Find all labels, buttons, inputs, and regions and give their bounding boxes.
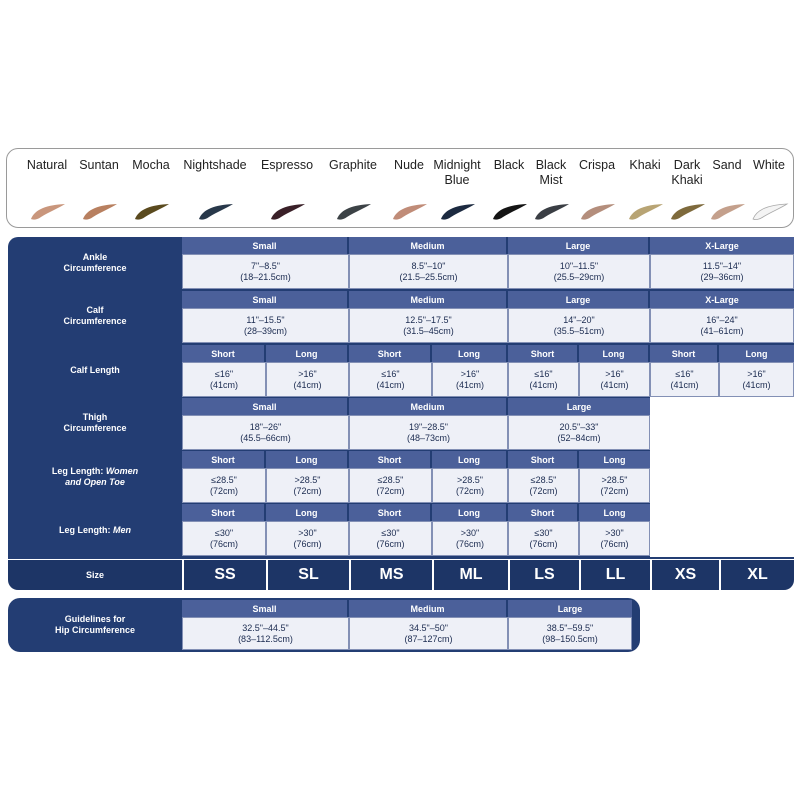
calf-length-header: Long [719, 345, 794, 362]
leg-length-women-label: Leg Length: Women and Open Toe [51, 466, 139, 487]
leg-women-value: ≤28.5" (72cm) [182, 468, 266, 503]
hip-header-large: Large [508, 600, 632, 617]
calf-length-value: >16" (41cm) [579, 362, 650, 397]
calf-length-value: ≤16" (41cm) [650, 362, 719, 397]
calf-length-value: >16" (41cm) [719, 362, 794, 397]
ankle-header-small: Small [182, 237, 349, 254]
color-name: Black [493, 158, 525, 172]
calf-length-header: Long [432, 345, 508, 362]
color-option-mocha[interactable] [123, 149, 179, 227]
calf-length-header: Long [266, 345, 349, 362]
calf-value-medium: 12.5"–17.5" (31.5–45cm) [349, 308, 508, 343]
leg-women-value: >28.5" (72cm) [579, 468, 650, 503]
calf-length-value: >16" (41cm) [432, 362, 508, 397]
chart-empty-area [650, 397, 794, 557]
leg-women-value: >28.5" (72cm) [432, 468, 508, 503]
color-name: Midnight Blue [433, 158, 481, 187]
leg-men-header: Short [182, 504, 266, 521]
leg-men-header: Long [579, 504, 650, 521]
color-name: Graphite [329, 158, 377, 172]
calf-length-label: Calf Length [70, 364, 120, 375]
calf-header-medium: Medium [349, 291, 508, 308]
ankle-header-medium: Medium [349, 237, 508, 254]
ankle-value-xlarge: 11.5"–14" (29–36cm) [650, 254, 794, 289]
leg-women-header: Long [579, 451, 650, 468]
calf-header-small: Small [182, 291, 349, 308]
color-name: Natural [26, 158, 68, 172]
color-name: Espresso [260, 158, 314, 172]
size-code-ls: LS [508, 560, 579, 590]
hip-value-large: 38.5"–59.5" (98–150.5cm) [508, 617, 632, 650]
stocking-swatch-nude-icon [391, 201, 429, 221]
stocking-swatch-white-icon [751, 201, 789, 221]
leg-length-men-label: Leg Length: Men [59, 524, 131, 535]
color-name: Nude [394, 158, 424, 172]
calf-circumference-label: Calf Circumference [63, 305, 127, 326]
calf-length-value: ≤16" (41cm) [508, 362, 579, 397]
hip-header-medium: Medium [349, 600, 508, 617]
hip-header-small: Small [182, 600, 349, 617]
stocking-swatch-espresso-icon [269, 201, 307, 221]
size-code-xl: XL [719, 560, 794, 590]
hip-value-medium: 34.5"–50" (87–127cm) [349, 617, 508, 650]
calf-header-xlarge: X-Large [650, 291, 794, 308]
calf-length-value: ≤16" (41cm) [349, 362, 432, 397]
color-name: Sand [712, 158, 742, 172]
stocking-swatch-graphite-icon [335, 201, 373, 221]
thigh-value-large: 20.5"–33" (52–84cm) [508, 415, 650, 450]
leg-women-value: ≤28.5" (72cm) [349, 468, 432, 503]
thigh-value-medium: 19"–28.5" (48–73cm) [349, 415, 508, 450]
size-code-ll: LL [579, 560, 650, 590]
color-name: Suntan [79, 158, 119, 172]
calf-length-header: Short [349, 345, 432, 362]
color-option-white[interactable] [741, 149, 797, 227]
leg-women-header: Short [508, 451, 579, 468]
leg-men-value: ≤30" (76cm) [349, 521, 432, 556]
thigh-header-medium: Medium [349, 398, 508, 415]
ankle-value-small: 7"–8.5" (18–21.5cm) [182, 254, 349, 289]
leg-men-header: Short [508, 504, 579, 521]
calf-value-large: 14"–20" (35.5–51cm) [508, 308, 650, 343]
calf-length-header: Long [579, 345, 650, 362]
color-name: Khaki [629, 158, 661, 172]
size-label: Size [85, 570, 104, 580]
ankle-circumference-label: Ankle Circumference [63, 252, 127, 273]
color-options-panel [6, 148, 794, 228]
stocking-swatch-mocha-icon [133, 201, 171, 221]
size-code-ms: MS [349, 560, 432, 590]
color-name: White [753, 158, 785, 172]
stocking-swatch-natural-icon [29, 201, 67, 221]
color-option-nightshade[interactable] [183, 149, 247, 227]
stocking-swatch-midnight-blue-icon [439, 201, 477, 221]
leg-women-header: Long [266, 451, 349, 468]
leg-men-value: ≤30" (76cm) [182, 521, 266, 556]
thigh-header-large: Large [508, 398, 650, 415]
color-option-espresso[interactable] [259, 149, 315, 227]
hip-circumference-label: Guidelines for Hip Circumference [54, 614, 136, 635]
ankle-header-large: Large [508, 237, 650, 254]
leg-men-header: Long [266, 504, 349, 521]
calf-length-value: >16" (41cm) [266, 362, 349, 397]
thigh-circumference-label: Thigh Circumference [63, 412, 127, 433]
color-name: Mocha [132, 158, 170, 172]
calf-value-small: 11"–15.5" (28–39cm) [182, 308, 349, 343]
size-code-sl: SL [266, 560, 349, 590]
leg-men-value: >30" (76cm) [266, 521, 349, 556]
thigh-header-small: Small [182, 398, 349, 415]
size-code-ss: SS [182, 560, 266, 590]
color-name: Black Mist [535, 158, 567, 187]
ankle-value-large: 10"–11.5" (25.5–29cm) [508, 254, 650, 289]
calf-length-header: Short [508, 345, 579, 362]
stocking-swatch-suntan-icon [81, 201, 119, 221]
leg-men-value: >30" (76cm) [432, 521, 508, 556]
leg-women-header: Long [432, 451, 508, 468]
hip-value-small: 32.5"–44.5" (83–112.5cm) [182, 617, 349, 650]
calf-length-header: Short [182, 345, 266, 362]
color-name: Crispa [578, 158, 616, 172]
leg-women-value: ≤28.5" (72cm) [508, 468, 579, 503]
color-name: Nightshade [183, 158, 247, 172]
ankle-header-xlarge: X-Large [650, 237, 794, 254]
ankle-value-medium: 8.5"–10" (21.5–25.5cm) [349, 254, 508, 289]
thigh-value-small: 18"–26" (45.5–66cm) [182, 415, 349, 450]
stocking-swatch-crispa-icon [579, 201, 617, 221]
size-code-ml: ML [432, 560, 508, 590]
leg-women-header: Short [349, 451, 432, 468]
leg-men-header: Short [349, 504, 432, 521]
stocking-swatch-black-mist-icon [533, 201, 571, 221]
leg-men-header: Long [432, 504, 508, 521]
stocking-swatch-nightshade-icon [197, 201, 235, 221]
calf-length-value: ≤16" (41cm) [182, 362, 266, 397]
leg-women-header: Short [182, 451, 266, 468]
leg-men-value: ≤30" (76cm) [508, 521, 579, 556]
size-code-xs: XS [650, 560, 719, 590]
calf-value-xlarge: 16"–24" (41–61cm) [650, 308, 794, 343]
leg-women-value: >28.5" (72cm) [266, 468, 349, 503]
calf-header-large: Large [508, 291, 650, 308]
color-name: Dark Khaki [671, 158, 703, 187]
leg-men-value: >30" (76cm) [579, 521, 650, 556]
calf-length-header: Short [650, 345, 719, 362]
